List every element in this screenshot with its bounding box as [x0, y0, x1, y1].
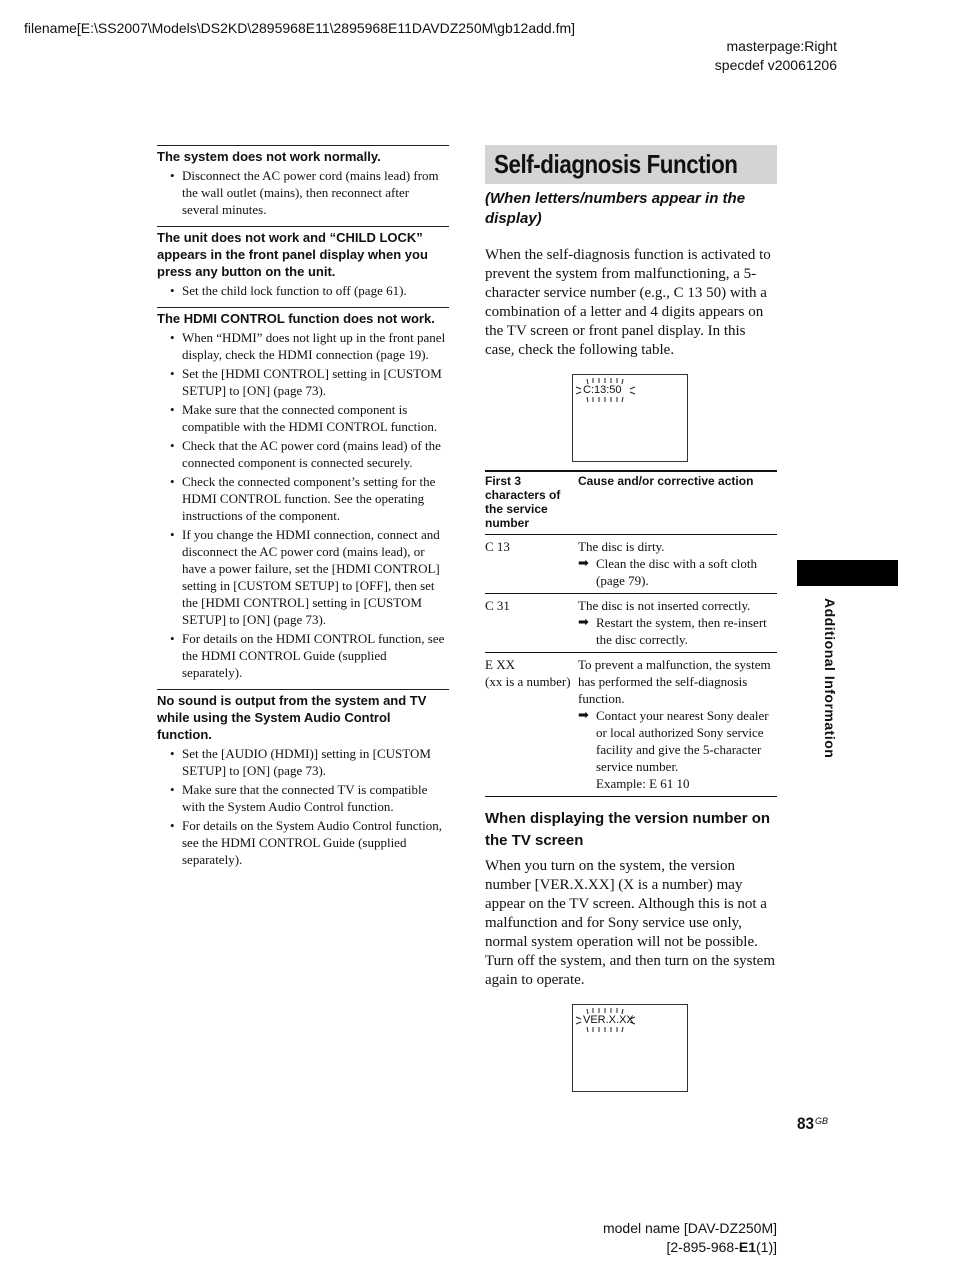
section-child-lock — [157, 226, 449, 299]
service-code-note: (xx is a number) — [485, 674, 571, 689]
list-item: • Set the [AUDIO (HDMI)] setting in [CUSTOM SETUP] to [ON] (page 73). — [157, 745, 449, 779]
list-item: • Make sure that the connected component is compatible with the HDMI CONTROL function. — [157, 401, 449, 435]
section-tab-marker — [797, 560, 898, 586]
display-text: C:13:50 — [583, 384, 622, 396]
action-cell — [578, 653, 777, 797]
list-item: • Check that the AC power cord (mains lead) of the connected component is connected securely. — [157, 437, 449, 471]
right-arrow-icon: ➡ — [578, 615, 589, 630]
table-row — [485, 594, 777, 653]
list-item: • For details on the System Audio Control function, see the HDMI CONTROL Guide (supplied separately). — [157, 817, 449, 868]
section-heading: The unit does not work and “CHILD LOCK” appears in the front panel display when you press any button on the unit. — [157, 230, 428, 279]
table-header-row — [485, 471, 777, 535]
action-text: Contact your nearest Sony dealer or local authorized Sony service facility and give the 5-character service number. — [596, 708, 769, 774]
list-item: • If you change the HDMI connection, connect and disconnect the AC power cord (mains lead), or have a power failure, set the [HDMI CONTROL] setting in [CUSTOM SETUP] to [OFF], then set the [HDMI CONTROL] setting in [CUSTOM SETUP] to [ON] (page 73). — [157, 526, 449, 628]
page-number-suffix: GB — [815, 1116, 829, 1126]
version-heading: When displaying the version number on the TV screen — [485, 810, 771, 849]
table-row — [485, 535, 777, 594]
section-tab-label: Additional Information — [822, 598, 838, 759]
page-number: 83 — [797, 1114, 815, 1133]
service-number-table — [485, 470, 777, 797]
action-cell — [578, 535, 777, 594]
column-header-code: First 3 characters of the service number — [485, 471, 578, 535]
cause-text: To prevent a malfunction, the system has performed the self-diagnosis function. — [578, 657, 771, 706]
right-arrow-icon: ➡ — [578, 556, 589, 571]
list-item: • Make sure that the connected TV is compatible with the System Audio Control function. — [157, 781, 449, 815]
right-arrow-icon: ➡ — [578, 708, 589, 723]
footer-code-suffix: (1)] — [756, 1239, 777, 1255]
list-item: • Set the [HDMI CONTROL] setting in [CUSTOM SETUP] to [ON] (page 73). — [157, 365, 449, 399]
section-no-sound — [157, 689, 449, 868]
service-code: E XX — [485, 657, 515, 672]
list-item: • When “HDMI” does not light up in the front panel display, check the HDMI connection (page 19). — [157, 329, 449, 363]
version-paragraph: When you turn on the system, the version number [VER.X.XX] (X is a number) may appear on the TV screen. Although this is not a malfunction and for Sony service use only, normal system operation will not be possible. Turn off the system, and then turn on the system again to operate. — [485, 858, 775, 988]
page-subtitle: (When letters/numbers appear in the display) — [485, 190, 746, 227]
service-code: C 13 — [485, 539, 510, 554]
section-heading: The system does not work normally. — [157, 149, 381, 164]
footer-code-bold: E1 — [738, 1239, 756, 1255]
corrective-action — [578, 555, 777, 589]
section-heading: The HDMI CONTROL function does not work. — [157, 311, 435, 326]
footer-model: model name [DAV-DZ250M] — [602, 1220, 777, 1236]
troubleshooting-column — [157, 145, 449, 876]
corrective-action — [578, 707, 777, 775]
service-code: C 31 — [485, 598, 510, 613]
code-cell — [485, 594, 578, 653]
corrective-action — [578, 614, 777, 648]
footer — [603, 1219, 777, 1257]
action-cell — [578, 594, 777, 653]
cause-text: The disc is not inserted correctly. — [578, 598, 751, 613]
display-text: VER.X.XX — [583, 1014, 634, 1026]
footer-code-prefix: [2-895-968- — [666, 1239, 739, 1255]
action-text: Restart the system, then re-insert the disc correctly. — [596, 615, 767, 647]
header-masterpage: masterpage:Right — [726, 38, 837, 54]
footer-code — [603, 1238, 777, 1257]
code-cell — [485, 653, 578, 797]
display-illustration-version — [572, 1004, 688, 1092]
section-hdmi-control — [157, 307, 449, 681]
list-item: • For details on the HDMI CONTROL function, see the HDMI CONTROL Guide (supplied separately). — [157, 630, 449, 681]
example-text: Example: E 61 10 — [596, 776, 690, 791]
header-masterpage-block — [715, 37, 837, 75]
list-item: • Disconnect the AC power cord (mains lead) from the wall outlet (mains), then reconnect after several minutes. — [157, 167, 449, 218]
header-filename: filename[E:\SS2007\Models\DS2KD\2895968E11\2895968E11DAVDZ250M\gb12add.fm] — [24, 20, 576, 36]
display-illustration-service-number — [572, 374, 688, 462]
list-item: • Set the child lock function to off (page 61). — [157, 282, 449, 299]
header-specdef: specdef v20061206 — [714, 57, 837, 73]
page-title: Self-diagnosis Function — [494, 149, 738, 179]
action-text: Clean the disc with a soft cloth (page 79). — [596, 556, 758, 588]
cause-text: The disc is dirty. — [578, 539, 665, 554]
column-header-action: Cause and/or corrective action — [578, 471, 777, 535]
section-heading: No sound is output from the system and TV while using the System Audio Control function. — [157, 693, 427, 742]
code-cell — [485, 535, 578, 594]
table-row — [485, 653, 777, 797]
list-item: • Check the connected component’s setting for the HDMI CONTROL function. See the operating instructions of the component. — [157, 473, 449, 524]
intro-paragraph: When the self-diagnosis function is activated to prevent the system from malfunctioning, a 5-character service number (e.g., C 13 50) with a combination of a letter and 4 digits appears on the TV screen or front panel display. In this case, check the following table. — [485, 247, 771, 358]
section-system-not-working — [157, 145, 449, 218]
